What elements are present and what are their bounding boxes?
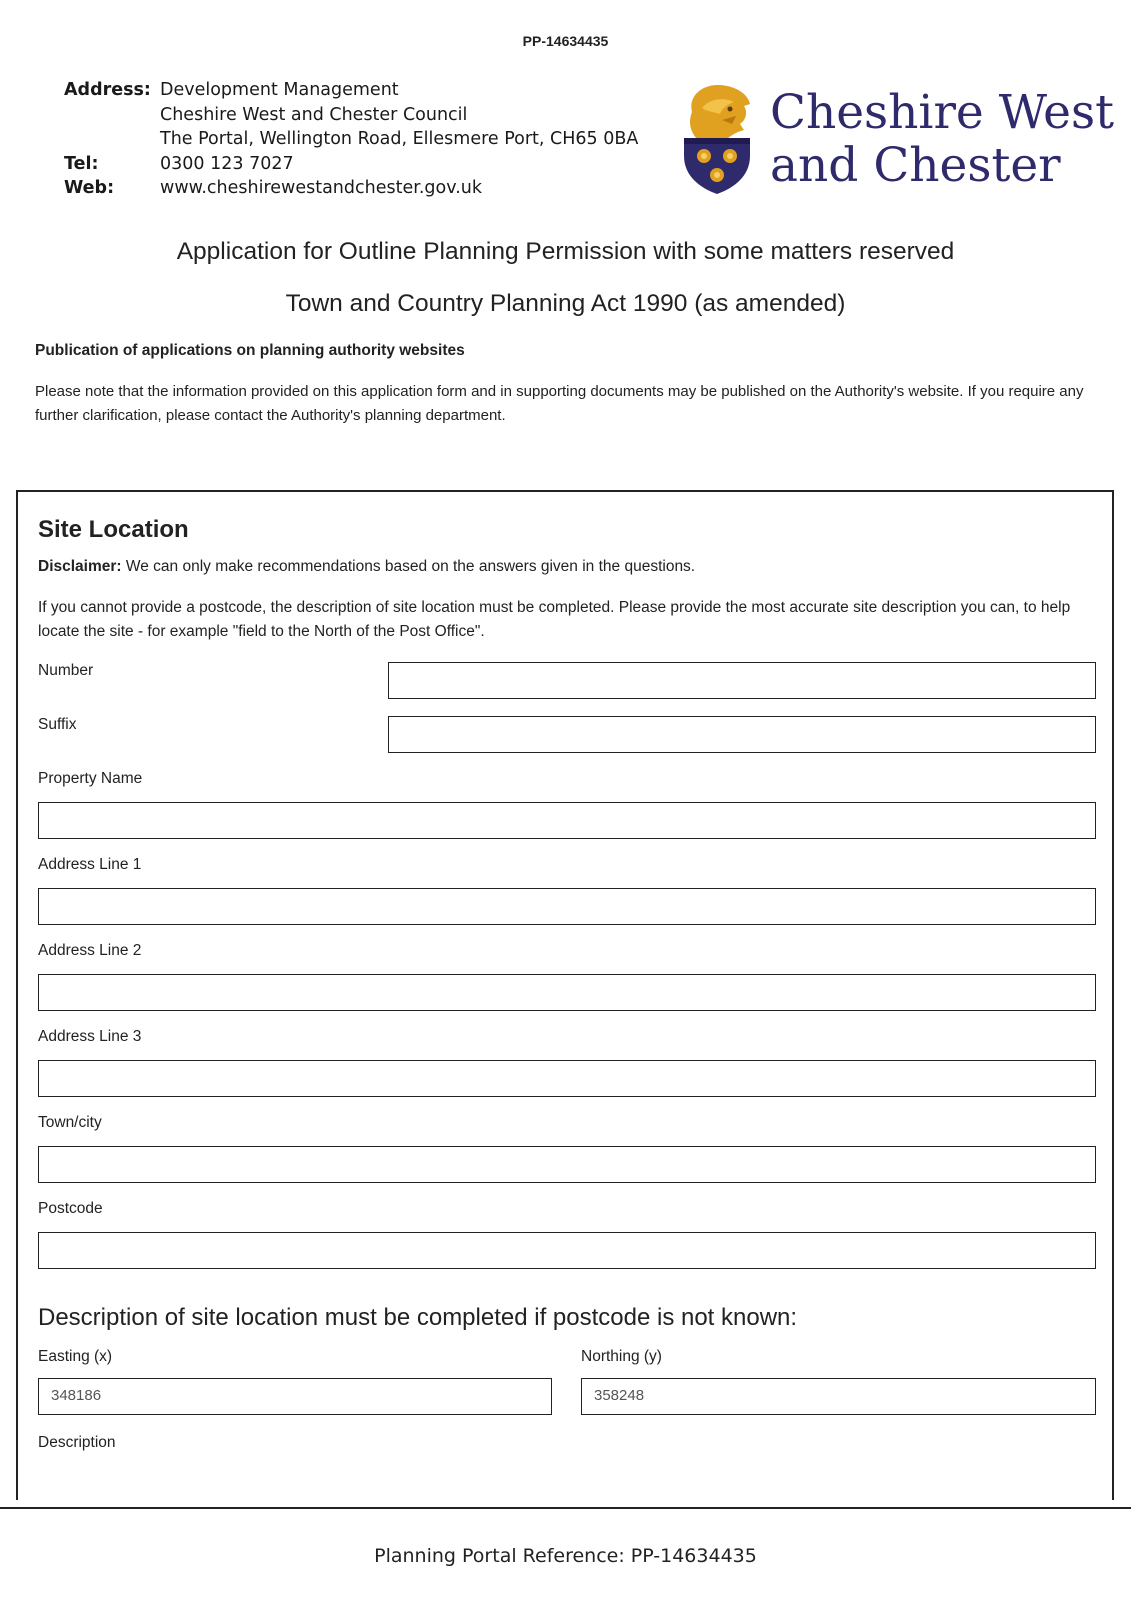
page-reference: PP-14634435 [522, 33, 609, 49]
logo-line-1: Cheshire West [770, 85, 1114, 140]
publication-text: Please note that the information provided on this application form and in supporting documents may be published on the Authority's website. If you require any further clarification, please contact the Authority's planning department. [35, 383, 1084, 424]
address-line-3: The Portal, Wellington Road, Ellesmere Port, CH65 0BA [160, 129, 639, 149]
tel-value: 0300 123 7027 [160, 153, 294, 174]
number-field[interactable] [388, 662, 1096, 699]
site-location-section [16, 490, 1114, 1500]
logo-line-2: and Chester [770, 138, 1061, 193]
web-label: Web: [64, 178, 115, 198]
town-city-field[interactable] [38, 1146, 1096, 1183]
site-location-info: If you cannot provide a postcode, the description of site location must be completed. Please provide the most accurate site description you can, to help locate the site - for example "field to the North of the Post Office". [38, 599, 1071, 640]
description-heading: Description of site location must be completed if postcode is not known: [38, 1304, 798, 1331]
lion-shield-icon [678, 82, 760, 194]
tel-label: Tel: [64, 153, 99, 174]
suffix-field[interactable] [388, 716, 1096, 753]
address-line-3-field[interactable] [38, 1060, 1096, 1097]
address-line-1: Development Management [160, 80, 399, 100]
address-line-2-label: Address Line 2 [38, 942, 142, 959]
suffix-label: Suffix [38, 716, 77, 733]
postcode-label: Postcode [38, 1200, 103, 1217]
address-line-1-label: Address Line 1 [38, 856, 142, 873]
property-name-field[interactable] [38, 802, 1096, 839]
disclaimer-text: We can only make recommendations based on the answers given in the questions. [121, 558, 696, 575]
address-label: Address: [64, 80, 151, 100]
northing-field[interactable]: 358248 [581, 1378, 1096, 1415]
easting-field[interactable]: 348186 [38, 1378, 552, 1415]
footer-reference: Planning Portal Reference: PP-14634435 [374, 1545, 757, 1567]
town-city-label: Town/city [38, 1114, 102, 1131]
council-address-block [64, 78, 638, 201]
description-label: Description [38, 1434, 116, 1451]
postcode-field[interactable] [38, 1232, 1096, 1269]
form-act: Town and Country Planning Act 1990 (as amended) [285, 290, 846, 317]
number-label: Number [38, 662, 94, 679]
disclaimer [38, 558, 695, 576]
logo-wordmark [770, 86, 1114, 192]
disclaimer-label: Disclaimer: [38, 558, 122, 575]
easting-label: Easting (x) [38, 1348, 113, 1365]
footer-divider [0, 1507, 1131, 1509]
address-line-2: Cheshire West and Chester Council [160, 104, 468, 125]
publication-heading: Publication of applications on planning authority websites [35, 342, 465, 359]
address-line-1-field[interactable] [38, 888, 1096, 925]
property-name-label: Property Name [38, 770, 143, 787]
section-title: Site Location [38, 516, 189, 543]
northing-label: Northing (y) [581, 1348, 662, 1365]
form-title: Application for Outline Planning Permission with some matters reserved [176, 238, 955, 265]
address-line-3-label: Address Line 3 [38, 1028, 142, 1045]
web-value: www.cheshirewestandchester.gov.uk [160, 178, 482, 198]
address-line-2-field[interactable] [38, 974, 1096, 1011]
council-logo [678, 82, 1114, 194]
